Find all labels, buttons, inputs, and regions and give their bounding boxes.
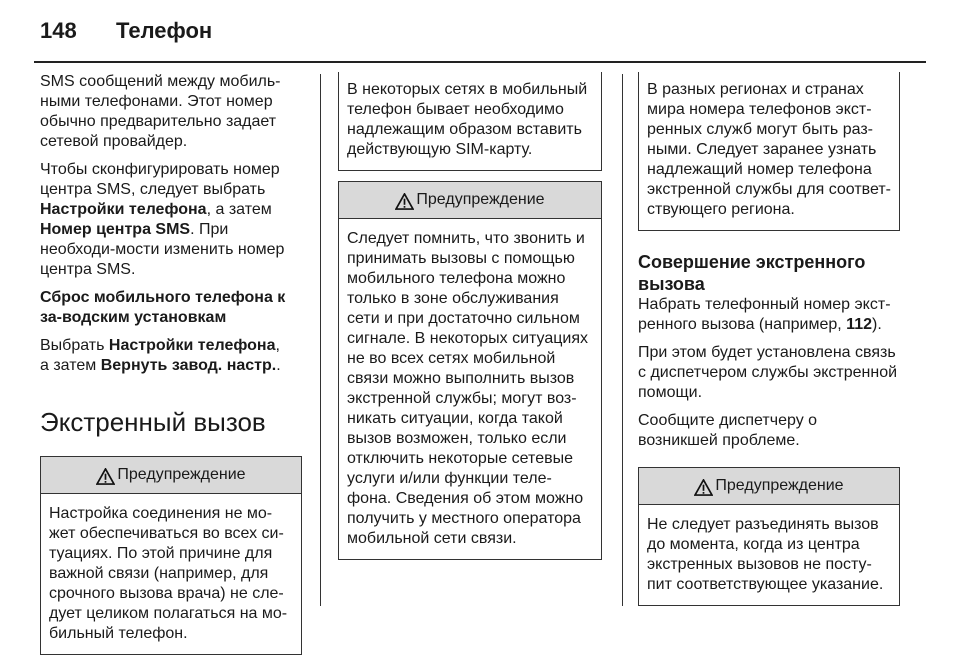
warning-title: Предупреждение <box>715 477 844 494</box>
warning-icon <box>96 468 115 485</box>
page-number: 148 <box>40 18 77 43</box>
text: Набрать телефонный номер экст-ренного вызова (например, <box>638 296 891 333</box>
menu-reference: Номер центра SMS <box>40 221 191 238</box>
header-rule <box>34 61 926 63</box>
warning-box <box>638 467 900 606</box>
paragraph <box>40 160 302 280</box>
warning-icon <box>395 193 414 210</box>
paragraph <box>638 295 900 335</box>
column-divider-1 <box>320 74 321 606</box>
text: Чтобы сконфигурировать номер центра SMS, следует выбрать <box>40 161 280 198</box>
subheading: Сброс мобильного телефона к за-водским установкам <box>40 289 286 326</box>
warning-icon <box>694 479 713 496</box>
continued-box <box>638 72 900 231</box>
text: Выбрать <box>40 337 109 354</box>
emergency-number: 112 <box>846 316 872 333</box>
paragraph: При этом будет установлена связь с диспетчером службы экстренной помощи. <box>638 344 898 401</box>
paragraph <box>40 336 302 376</box>
warning-text: Следует помнить, что звонить и принимать вызовы с помощью мобильного телефона можно только в зоне обслуживания сети и при достаточно сильном сигнале. В некоторых ситуациях не во всех сетях мобильной связи можно выполнить вызов экстренной службы; могут воз-никать ситуации, когда такой вызов возможен, только если отключить некоторые сетевые услуги и/или функции теле-фона. Сведения об этом можно получить у местного оператора мобильной сети связи. <box>347 230 589 547</box>
text: , <box>275 337 280 354</box>
warning-box <box>338 181 602 560</box>
page-header <box>0 0 960 62</box>
warning-header <box>639 468 899 505</box>
column-3 <box>638 72 900 606</box>
warning-header <box>41 457 301 494</box>
column-divider-2 <box>622 74 623 606</box>
text: . <box>276 357 281 374</box>
section-heading: Экстренный вызов <box>40 407 266 437</box>
page-title: Телефон <box>116 18 213 43</box>
menu-reference: Настройки телефона <box>40 201 207 218</box>
text: а затем <box>40 357 101 374</box>
warning-text: Не следует разъединять вызов до момента, когда из центра экстренных вызовов не посту-пит соответствующее указание. <box>647 516 884 593</box>
text: ). <box>871 316 882 333</box>
box-text: В некоторых сетях в мобильный телефон бывает необходимо надлежащим образом вставить действующую SIM-карту. <box>347 81 588 158</box>
menu-reference: Вернуть завод. настр. <box>100 357 277 374</box>
warning-header <box>339 182 601 219</box>
text: . При необходи-мости изменить номер центра SMS. <box>40 221 285 278</box>
warning-box <box>40 456 302 655</box>
section-heading: Совершение экстренного вызова <box>638 252 866 294</box>
paragraph: SMS сообщений между мобиль-ными телефонами. Этот номер обычно предварительно задает сетевой провайдер. <box>40 73 281 150</box>
column-2 <box>338 72 602 560</box>
column-1 <box>40 72 302 655</box>
paragraph: Сообщите диспетчеру о возникшей проблеме. <box>638 412 818 449</box>
warning-title: Предупреждение <box>416 191 545 208</box>
text: , а затем <box>206 201 272 218</box>
continued-box <box>338 72 602 171</box>
menu-reference: Настройки телефона <box>108 337 276 354</box>
warning-title: Предупреждение <box>117 466 246 483</box>
box-text: В разных регионах и странах мира номера телефонов экст-ренных служб могут быть раз-ными. Следует заранее узнать надлежащий номер телефона экстренной службы для соответ-ствующего региона. <box>647 81 892 218</box>
warning-text: Настройка соединения не мо-жет обеспечиваться во всех си-туациях. По этой причине для важной связи (например, для срочного вызова врача) не сле-дует целиком полагаться на мо-бильный телефон. <box>49 505 288 642</box>
